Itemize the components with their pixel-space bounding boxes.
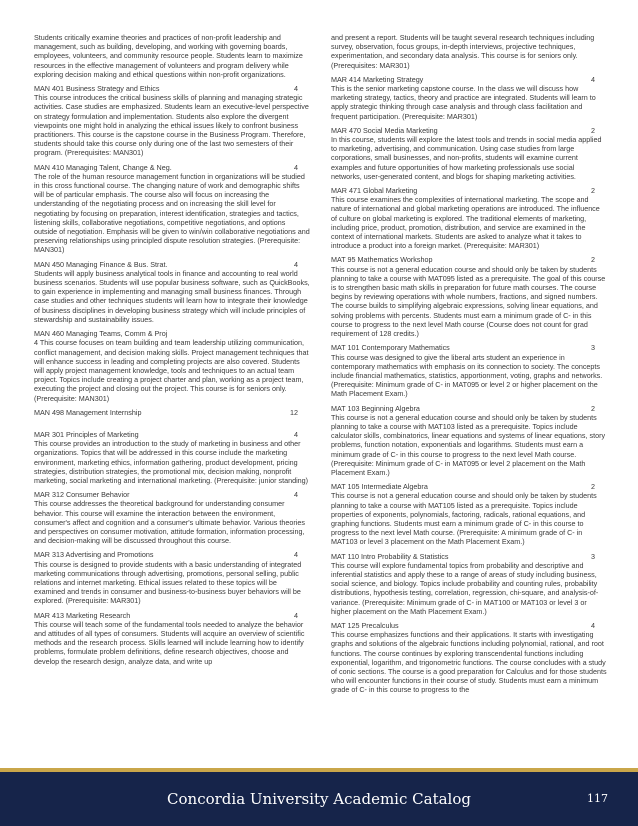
course-entry bbox=[34, 430, 310, 485]
course-credits: 2 bbox=[591, 255, 595, 265]
course-description: This course examines the complexities of international marketing. The scope and nature of international and global marketing operations are introduced. The influence of culture on global marketing is explored. The traditional elements of marketing, including price, product, promotion, distribution, and service are examined in the context of international markets. Students are asked to analyze what it takes to introduce a product into a foreign market. (Prerequisite: MAR301) bbox=[331, 195, 600, 251]
page-footer bbox=[0, 768, 638, 826]
course-title: MAR 312 Consumer Behavior bbox=[34, 490, 130, 500]
catalog-title: Concordia University Academic Catalog bbox=[167, 790, 471, 808]
course-credits bbox=[298, 329, 310, 338]
course-title: MAT 103 Beginning Algebra bbox=[331, 403, 420, 413]
course-entry bbox=[34, 550, 310, 605]
course-entry bbox=[331, 33, 607, 70]
course-heading bbox=[34, 260, 310, 269]
course-description: This course is designed to provide students with a basic understanding of integrated marketing communications through advertising, promotions, personal selling, public relations and internet marketing. Ethical issues related to these topics will be examined and trends in consumer and business-to-business buyer behaviors will be explored. (Prerequisite: MAR301) bbox=[34, 559, 302, 606]
course-entry bbox=[331, 552, 607, 616]
course-credits: 4 bbox=[294, 84, 298, 94]
course-credits: 4 bbox=[294, 162, 298, 172]
course-credits: 4 bbox=[591, 74, 595, 84]
course-entry bbox=[34, 408, 310, 417]
course-credits: 2 bbox=[591, 125, 595, 135]
course-heading bbox=[331, 75, 607, 84]
course-description: This course is not a general education course and should only be taken by students planning to take a course with MAT103 listed as a prerequisite. Topics include calculator skills, combinatorics, linear equations and systems of linear equations, story problems, function notation, exponentials and logarithms. Students must earn a minimum grade of C- in this course to progress to the next level Math course. (Prerequisite: Minimum grade of C- in MAT095 or level 2 placement on the Math Placement Exam.) bbox=[331, 412, 606, 477]
course-heading bbox=[34, 163, 310, 172]
course-credits: 3 bbox=[591, 551, 595, 561]
course-title: MAN 450 Managing Finance & Bus. Strat. bbox=[34, 259, 168, 269]
course-heading bbox=[331, 552, 607, 561]
course-heading bbox=[34, 430, 310, 439]
course-description: Students critically examine theories and practices of non-profit leadership and management, such as building, developing, and working with governing boards, employees, volunteers, and community resource people. Students learn to maximize resources in the effective management of volunteers and program delivery while exploring decision making and ethical questions within non-profit organizations. bbox=[34, 33, 303, 79]
course-heading bbox=[34, 611, 310, 620]
course-title: MAR 301 Principles of Marketing bbox=[34, 429, 139, 439]
course-heading bbox=[34, 84, 310, 93]
course-heading bbox=[331, 126, 607, 135]
course-title: MAN 401 Business Strategy and Ethics bbox=[34, 84, 160, 94]
course-title: MAN 498 Management Internship bbox=[34, 407, 142, 417]
course-description: This course was designed to give the liberal arts student an experience in contemporary mathematics with emphasis on its connection to society. The concepts include financial mathematics, statistics, apportionment, voting, graphs and networks. (Prerequisite: Minimum grade of C- in MAT095 or level 2 or higher placement on the Math Placement Exam.) bbox=[331, 352, 603, 399]
course-title: MAT 101 Contemporary Mathematics bbox=[331, 343, 450, 353]
course-heading bbox=[34, 490, 310, 499]
catalog-columns bbox=[34, 33, 607, 765]
course-heading bbox=[331, 621, 607, 630]
section-gap bbox=[34, 422, 310, 430]
course-credits: 4 bbox=[294, 550, 298, 560]
course-description: This course will teach some of the fundamental tools needed to analyze the behavior and attitudes of all types of consumers. Students will acquire an overview of scientific methods and the research process. Skills learned will include learning how to identify problems, formulate problem definitions, define research objectives, choose and develop the research design, analyze data, and write up bbox=[34, 619, 305, 666]
course-entry bbox=[34, 33, 310, 79]
course-description: This course addresses the theoretical background for understanding consumer behavior. This course will examine the interaction between the environment, consumer's affect and cognition and a consumer's ultimate behavior. Various theories and perspectives on consumer motivation, attitude formation, information processing, and decision-making will be discussed throughout this course. bbox=[34, 499, 305, 546]
course-description: This course is not a general education course and should only be taken by students planning to take a course with MAT105 listed as a prerequisite. Topics include properties of exponents, polynomials, factoring, radicals, rational equations, and graphing functions. Students must earn a minimum grade of C- in this course to progress to the next level Math course. (Prerequisite: A minimum grade of C- in MAT103 or level 3 placement on the Math Placement Exam.) bbox=[331, 491, 597, 547]
course-title: MAR 313 Advertising and Promotions bbox=[34, 550, 154, 560]
course-title: MAN 460 Managing Teams, Comm & Proj bbox=[34, 329, 168, 339]
course-heading bbox=[331, 482, 607, 491]
course-description: 4 This course focuses on team building and team leadership utilizing communication, conflict management, and decision making skills. Project management techniques that will enhance success in leading and completing projects are also covered. Students will apply project management knowledge, tools and techniques to an actual team project. Topics include creating a project charter and plan, working as a project team, executing the project and closing out the project. This course is for seniors only. (Prerequisite: MAN301) bbox=[34, 338, 309, 403]
course-title: MAR 414 Marketing Strategy bbox=[331, 74, 424, 84]
course-heading bbox=[331, 186, 607, 195]
course-heading bbox=[34, 329, 310, 338]
course-title: MAN 410 Managing Talent, Change & Neg. bbox=[34, 162, 172, 172]
course-title: MAR 471 Global Marketing bbox=[331, 186, 418, 196]
course-credits: 4 bbox=[294, 429, 298, 439]
course-title: MAT 110 Intro Probability & Statistics bbox=[331, 551, 449, 561]
course-entry bbox=[34, 260, 310, 324]
course-description: This course provides an introduction to the study of marketing in business and other organizations. Topics that will be addressed in this course include the marketing environment, marketing ethics, information gathering, product development, pricing strategies, distribution strategies, the promotional mix, decision making, nonprofit marketing, social marketing and international marketing. (Prerequisite: junior standing) bbox=[34, 439, 309, 485]
left-column bbox=[34, 33, 310, 765]
course-credits: 4 bbox=[294, 259, 298, 269]
page-number: 117 bbox=[587, 792, 608, 805]
course-credits: 4 bbox=[294, 610, 298, 620]
course-heading bbox=[34, 550, 310, 559]
course-description: This course is not a general education course and should only be taken by students planning to take a course with MAT095 listed as a prerequisite. The goal of this course is to strengthen basic math skills in preparation for future math courses. The course begins by reviewing operations with whole numbers, fractions, and signed numbers. The course builds to simplifying algebraic expressions, solving linear equations, and solving problems with percents. Students must earn a minimum grade of C- in this course to progress to the next level Math course (Course does not count for grad requirement of 128 credits.) bbox=[331, 264, 606, 339]
course-description: This course introduces the critical business skills of planning and managing strategic activities. Case studies are emphasized. Students learn an executive-level perspective on strategy formulation and implementation. Students also explore the divergent viewpoints one might hold in analyzing the ethical issues likely to confront business practitioners. This course is the capstone course in the Business Program. Therefore, students should take this course only during one of the last two semesters of their program. (Prerequisites: MAN301) bbox=[34, 93, 309, 158]
course-credits: 4 bbox=[294, 490, 298, 500]
course-description: This is the senior marketing capstone course. In the class we will discuss how marketing strategy, tactics, theory and practice are integrated. Students will learn to apply strategic thinking through case analysis and through class facilitation and frequent participation. (Prerequisite: MAR301) bbox=[331, 84, 596, 121]
course-entry bbox=[331, 255, 607, 338]
course-heading bbox=[331, 343, 607, 352]
course-credits: 3 bbox=[591, 343, 595, 353]
course-entry bbox=[34, 611, 310, 666]
course-description: This course emphasizes functions and their applications. It starts with investigating graphs and solutions of the algebraic functions including polynomial, rational, and root functions. The course continues by exploring transcendental functions including exponential, logarithm, and trigonometric functions. The course concludes with a study of conic sections. The course is a good preparation for Calculus and for those students who will encounter functions in their course of study. Students must earn a minimum grade of C- in this course to progress to the bbox=[331, 630, 607, 695]
course-title: MAR 413 Marketing Research bbox=[34, 610, 131, 620]
course-entry bbox=[331, 126, 607, 181]
course-entry bbox=[331, 75, 607, 121]
course-credits: 4 bbox=[591, 620, 595, 630]
course-entry bbox=[331, 482, 607, 546]
course-entry bbox=[34, 84, 310, 158]
course-title: MAT 95 Mathematics Workshop bbox=[331, 255, 433, 265]
course-description: The role of the human resource management function in organizations will be studied in this cross functional course. The changing nature of work and demographic shifts will be of particular emphasis. The course also will focus on increasing the understanding of the negotiating process and on increasing the skill level for negotiating by focusing on preparation, interest identification, strategies and tactics, listening skills, collaborative negotiations, competitive negotiations, and options outside of negotiation. Emphasis will be given to win/win collaborative negotiations and preserving relationships using principled dispute resolution strategies. (Prerequisite: MAN301) bbox=[34, 171, 310, 255]
course-entry bbox=[331, 186, 607, 250]
course-heading bbox=[331, 255, 607, 264]
course-entry bbox=[331, 404, 607, 478]
right-column bbox=[331, 33, 607, 765]
course-heading bbox=[34, 408, 310, 417]
course-title: MAT 125 Precalculus bbox=[331, 620, 399, 630]
course-description: and present a report. Students will be taught several research techniques including survey, observation, focus groups, in-depth interviews, projective techniques, experimentation, and secondary data analysis. This course is for seniors only. (Prerequisites: MAR301) bbox=[331, 33, 595, 70]
course-description: Students will apply business analytical tools in finance and accounting to real world business scenarios. Students will use popular business software, such as QuickBooks, to gain experience in implementing and managing small business finances. Through case studies and other techniques students will learn how to integrate their knowledge of business disciplines in developing business strategy which will include principles of stewardship and sustainability issues. bbox=[34, 268, 310, 324]
course-credits: 2 bbox=[591, 482, 595, 492]
course-entry bbox=[331, 621, 607, 695]
course-credits: 2 bbox=[591, 403, 595, 413]
course-title: MAT 105 Intermediate Algebra bbox=[331, 482, 428, 492]
course-entry bbox=[34, 329, 310, 403]
course-description: This course will explore fundamental topics from probability and descriptive and inferential statistics and apply these to a range of areas of study including business, social science, and biology. Topics include probability and counting rules, probability distributions, hypothesis testing, correlation, regression, chi-square, and analysis-of-variance. (Prerequisite: Minimum grade of C- in MAT100 or MAT103 or level 3 or higher placement on the Math Placement Exam.) bbox=[331, 560, 599, 616]
course-description: In this course, students will explore the latest tools and trends in social media applied to marketing, advertising, and communication. Using case studies from large corporations, small businesses, and non-profits, students will examine current examples and future opportunities of how marketing professionals use social networks, user-generated content, and blogs for shaping marketing activities. bbox=[331, 135, 602, 181]
course-heading bbox=[331, 404, 607, 413]
course-entry bbox=[34, 490, 310, 545]
course-entry bbox=[331, 343, 607, 398]
course-credits: 2 bbox=[591, 186, 595, 196]
course-credits: 12 bbox=[290, 407, 298, 417]
course-entry bbox=[34, 163, 310, 255]
course-title: MAR 470 Social Media Marketing bbox=[331, 125, 438, 135]
